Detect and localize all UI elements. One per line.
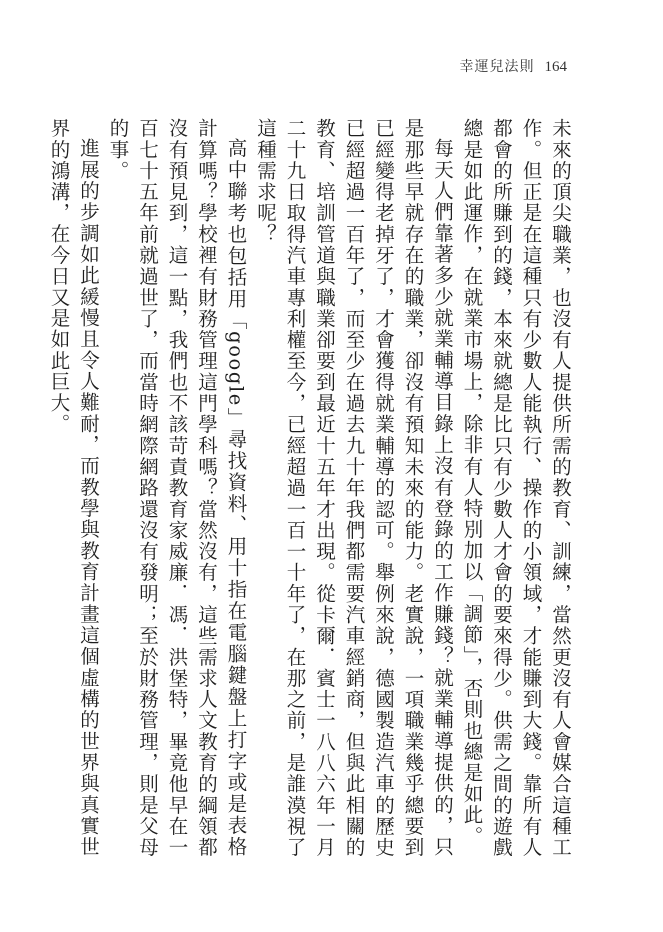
running-header bbox=[460, 56, 568, 76]
paragraph-1: 未來的頂尖職業，也沒有人提供所需的教育、訓練，當然更沒有人會媒合這種工作。但正是在這種只有少數人能執行、操作的小領域，才能賺到大錢。靠所有人都會的所賺到的錢，本來就總是比只有少數人才會的要來得少。供需之間的遊戲總是如此運作，在就業市場上，除非有人特別加以「調節」，否則也總是如此。 bbox=[460, 118, 572, 858]
book-title: 幸運兒法則 bbox=[459, 59, 535, 75]
page-number: 164 bbox=[544, 59, 567, 75]
paragraph-2: 每天人們靠著多少就業輔導目錄上沒有登錄的工作賺錢？就業輔導提供的，只是那些早就存在的職業，卻沒有預知未來的能力。老實說，一項職業幾乎總要到已經變得老掉牙了，才會獲得就業輔導的認可。舉例來說，德國製造汽車的歷史已經超過一百年了，而至少在過去九十年我們都需要汽車經銷商，但與此相關的教育、培訓管道與職業卻要到最近十五年才出現。從卡爾．賓士一八八六年一月二十九日取得汽車專利權至今，已經超過一百一十年了，在那之前，是誰漠視了這種需求呢？ bbox=[254, 118, 454, 858]
body-text bbox=[47, 118, 575, 858]
paragraph-3: 高中聯考也包括用「google」尋找資料、用十指在電腦鍵盤上打字或是表格計算嗎？學校裡有財務管理這門學科嗎？當然沒有，這些需求人文教育的綱領都沒有預見到，這一點，我們也不該苛責教育家威廉．馮．洪堡特，畢竟他早在一百七十五年前就過世了，而當時網際網路還沒有發明；至於財務管理，則是父母的事。 bbox=[106, 118, 248, 858]
paragraph-4: 進展的步調如此緩慢且令人難耐，而教學與教育計畫這個虛構的世界與真實世界的鴻溝，在今日又是如此巨大。 bbox=[47, 118, 100, 858]
